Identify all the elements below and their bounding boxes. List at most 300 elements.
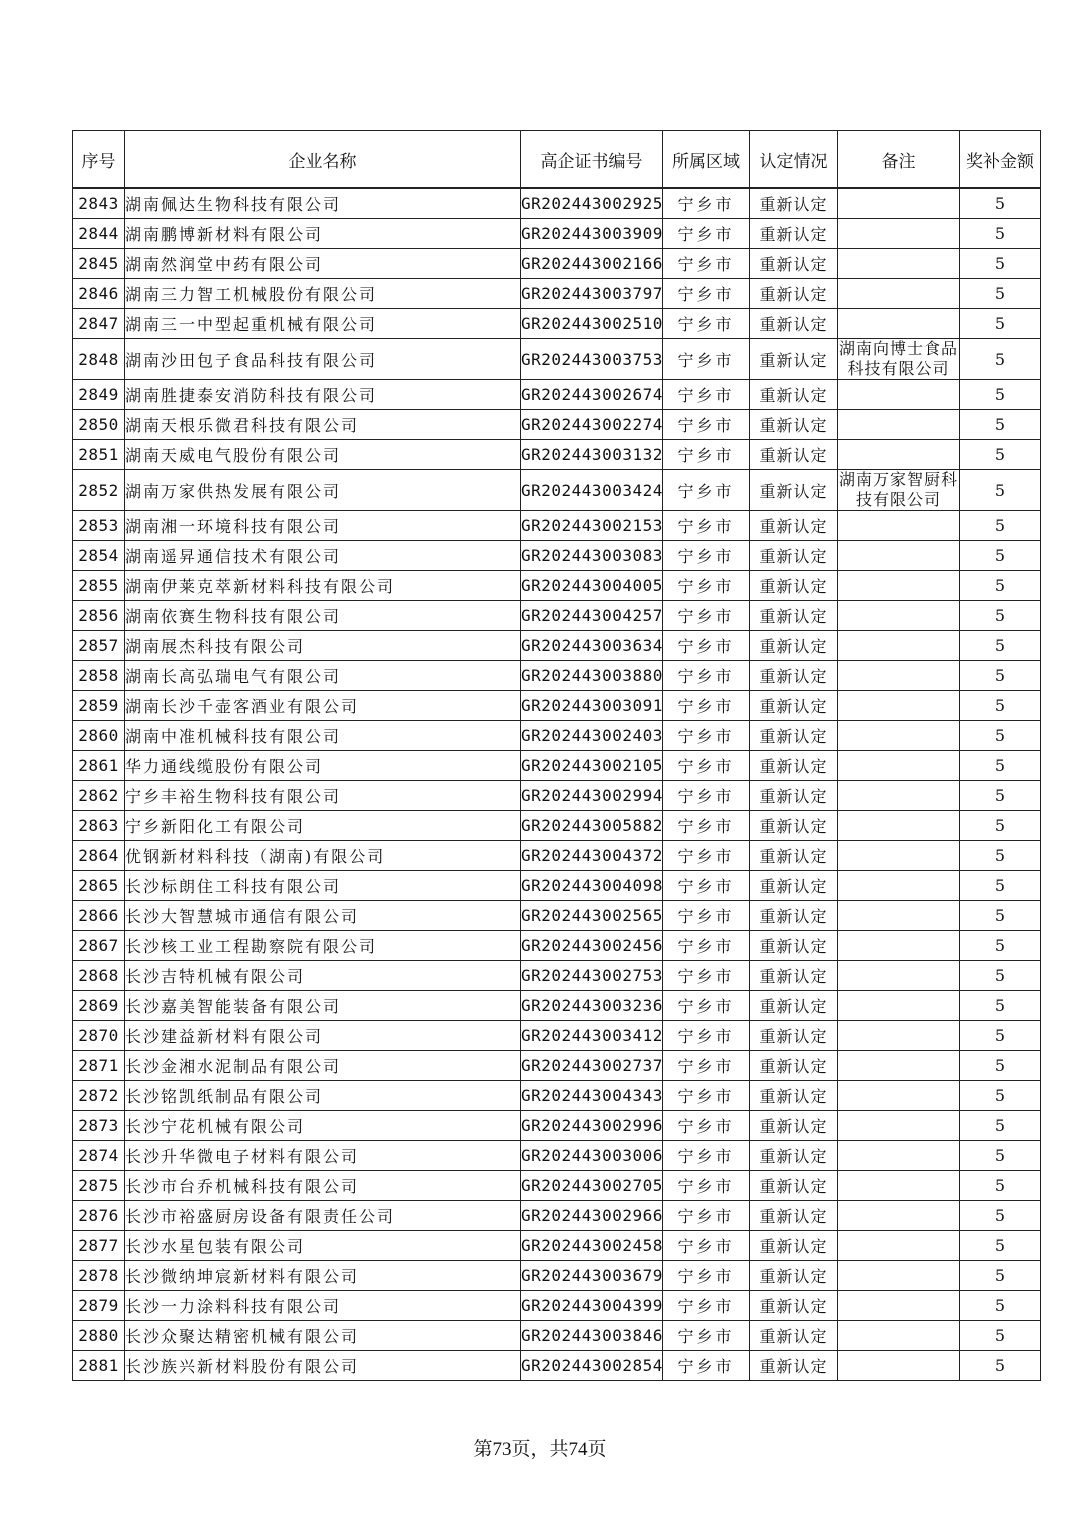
row-cert-number: GR202443002854	[521, 1351, 663, 1381]
row-company-name: 湖南然润堂中药有限公司	[125, 249, 521, 279]
row-status: 重新认定	[750, 1021, 838, 1051]
row-company-name: 长沙升华微电子材料有限公司	[125, 1141, 521, 1171]
table-row	[73, 1291, 1041, 1321]
row-note	[838, 1231, 960, 1261]
row-status: 重新认定	[750, 571, 838, 601]
row-note	[838, 931, 960, 961]
row-status: 重新认定	[750, 1051, 838, 1081]
row-amount: 5	[960, 279, 1041, 309]
row-seq: 2859	[73, 691, 125, 721]
row-note	[838, 631, 960, 661]
row-amount: 5	[960, 601, 1041, 631]
row-note	[838, 309, 960, 339]
row-cert-number: GR202443003083	[521, 541, 663, 571]
row-note	[838, 871, 960, 901]
page-number-footer: 第73页，共74页	[473, 1439, 607, 1460]
row-cert-number: GR202443002274	[521, 410, 663, 440]
row-company-name: 湖南遥昇通信技术有限公司	[125, 541, 521, 571]
row-seq: 2853	[73, 511, 125, 541]
row-cert-number: GR202443002705	[521, 1171, 663, 1201]
row-cert-number: GR202443002994	[521, 781, 663, 811]
row-region: 宁乡市	[663, 751, 750, 781]
row-region: 宁乡市	[663, 249, 750, 279]
row-status: 重新认定	[750, 1291, 838, 1321]
table-row	[73, 661, 1041, 691]
table-row	[73, 1171, 1041, 1201]
row-seq: 2875	[73, 1171, 125, 1201]
table-row	[73, 511, 1041, 541]
row-status: 重新认定	[750, 1111, 838, 1141]
row-region: 宁乡市	[663, 631, 750, 661]
table-row	[73, 1351, 1041, 1381]
row-company-name: 长沙水星包装有限公司	[125, 1231, 521, 1261]
row-note	[838, 279, 960, 309]
row-cert-number: GR202443002925	[521, 188, 663, 219]
row-seq: 2879	[73, 1291, 125, 1321]
row-amount: 5	[960, 339, 1041, 380]
row-note	[838, 811, 960, 841]
table-row	[73, 470, 1041, 511]
row-company-name: 宁乡新阳化工有限公司	[125, 811, 521, 841]
table-row	[73, 339, 1041, 380]
row-company-name: 湖南展杰科技有限公司	[125, 631, 521, 661]
row-cert-number: GR202443002456	[521, 931, 663, 961]
row-region: 宁乡市	[663, 691, 750, 721]
row-company-name: 长沙铭凯纸制品有限公司	[125, 1081, 521, 1111]
row-cert-number: GR202443003424	[521, 470, 663, 511]
row-region: 宁乡市	[663, 931, 750, 961]
row-cert-number: GR202443003753	[521, 339, 663, 380]
row-company-name: 湖南长沙千壶客酒业有限公司	[125, 691, 521, 721]
row-amount: 5	[960, 1351, 1041, 1381]
row-company-name: 长沙大智慧城市通信有限公司	[125, 901, 521, 931]
row-cert-number: GR202443002996	[521, 1111, 663, 1141]
row-region: 宁乡市	[663, 661, 750, 691]
row-company-name: 湖南依赛生物科技有限公司	[125, 601, 521, 631]
row-note	[838, 1201, 960, 1231]
row-seq: 2845	[73, 249, 125, 279]
row-note	[838, 691, 960, 721]
row-region: 宁乡市	[663, 1141, 750, 1171]
table-row	[73, 991, 1041, 1021]
row-status: 重新认定	[750, 1081, 838, 1111]
row-amount: 5	[960, 541, 1041, 571]
row-region: 宁乡市	[663, 871, 750, 901]
table-row	[73, 249, 1041, 279]
row-region: 宁乡市	[663, 541, 750, 571]
row-status: 重新认定	[750, 219, 838, 249]
row-note	[838, 901, 960, 931]
row-amount: 5	[960, 1231, 1041, 1261]
table-row	[73, 961, 1041, 991]
row-amount: 5	[960, 1051, 1041, 1081]
table-row	[73, 410, 1041, 440]
table-row	[73, 440, 1041, 470]
row-company-name: 湖南中准机械科技有限公司	[125, 721, 521, 751]
row-seq: 2870	[73, 1021, 125, 1051]
row-seq: 2849	[73, 380, 125, 410]
row-seq: 2874	[73, 1141, 125, 1171]
row-amount: 5	[960, 1081, 1041, 1111]
row-note	[838, 601, 960, 631]
row-note	[838, 1291, 960, 1321]
row-note	[838, 1351, 960, 1381]
row-company-name: 长沙一力涂料科技有限公司	[125, 1291, 521, 1321]
row-company-name: 长沙市裕盛厨房设备有限责任公司	[125, 1201, 521, 1231]
row-amount: 5	[960, 961, 1041, 991]
row-seq: 2865	[73, 871, 125, 901]
row-status: 重新认定	[750, 721, 838, 751]
row-region: 宁乡市	[663, 1171, 750, 1201]
table-row	[73, 1231, 1041, 1261]
row-seq: 2881	[73, 1351, 125, 1381]
row-region: 宁乡市	[663, 470, 750, 511]
row-amount: 5	[960, 871, 1041, 901]
row-region: 宁乡市	[663, 961, 750, 991]
table-row	[73, 1021, 1041, 1051]
table-row	[73, 1201, 1041, 1231]
row-region: 宁乡市	[663, 1321, 750, 1351]
row-status: 重新认定	[750, 601, 838, 631]
row-cert-number: GR202443002565	[521, 901, 663, 931]
row-company-name: 湖南沙田包子食品科技有限公司	[125, 339, 521, 380]
row-seq: 2855	[73, 571, 125, 601]
row-region: 宁乡市	[663, 1351, 750, 1381]
row-note	[838, 249, 960, 279]
header-company-name: 企业名称	[125, 131, 521, 189]
row-cert-number: GR202443003412	[521, 1021, 663, 1051]
row-seq: 2843	[73, 188, 125, 219]
row-note	[838, 841, 960, 871]
row-cert-number: GR202443004098	[521, 871, 663, 901]
row-amount: 5	[960, 571, 1041, 601]
row-cert-number: GR202443004399	[521, 1291, 663, 1321]
row-seq: 2860	[73, 721, 125, 751]
row-company-name: 长沙众聚达精密机械有限公司	[125, 1321, 521, 1351]
row-status: 重新认定	[750, 811, 838, 841]
row-status: 重新认定	[750, 751, 838, 781]
row-note	[838, 961, 960, 991]
table-body	[73, 188, 1041, 1381]
row-status: 重新认定	[750, 470, 838, 511]
row-region: 宁乡市	[663, 1231, 750, 1261]
row-region: 宁乡市	[663, 380, 750, 410]
row-company-name: 华力通线缆股份有限公司	[125, 751, 521, 781]
table-row	[73, 841, 1041, 871]
row-note	[838, 1261, 960, 1291]
row-seq: 2863	[73, 811, 125, 841]
header-region: 所属区域	[663, 131, 750, 189]
company-table	[72, 130, 1041, 1381]
row-status: 重新认定	[750, 1261, 838, 1291]
row-company-name: 长沙金湘水泥制品有限公司	[125, 1051, 521, 1081]
row-seq: 2850	[73, 410, 125, 440]
row-region: 宁乡市	[663, 1201, 750, 1231]
row-region: 宁乡市	[663, 1291, 750, 1321]
row-amount: 5	[960, 309, 1041, 339]
row-note	[838, 1141, 960, 1171]
row-company-name: 湖南长高弘瑞电气有限公司	[125, 661, 521, 691]
row-company-name: 湖南湘一环境科技有限公司	[125, 511, 521, 541]
row-amount: 5	[960, 410, 1041, 440]
row-region: 宁乡市	[663, 1051, 750, 1081]
row-region: 宁乡市	[663, 1111, 750, 1141]
row-region: 宁乡市	[663, 188, 750, 219]
row-status: 重新认定	[750, 691, 838, 721]
row-status: 重新认定	[750, 188, 838, 219]
row-status: 重新认定	[750, 871, 838, 901]
row-company-name: 宁乡丰裕生物科技有限公司	[125, 781, 521, 811]
table-row	[73, 781, 1041, 811]
row-seq: 2848	[73, 339, 125, 380]
row-seq: 2862	[73, 781, 125, 811]
row-cert-number: GR202443003634	[521, 631, 663, 661]
row-amount: 5	[960, 751, 1041, 781]
row-status: 重新认定	[750, 1171, 838, 1201]
row-note: 湖南向博士食品科技有限公司	[838, 339, 958, 378]
row-status: 重新认定	[750, 1321, 838, 1351]
row-region: 宁乡市	[663, 1081, 750, 1111]
row-region: 宁乡市	[663, 410, 750, 440]
row-cert-number: GR202443003132	[521, 440, 663, 470]
row-status: 重新认定	[750, 541, 838, 571]
row-amount: 5	[960, 188, 1041, 219]
row-amount: 5	[960, 991, 1041, 1021]
row-cert-number: GR202443002166	[521, 249, 663, 279]
row-company-name: 长沙宁花机械有限公司	[125, 1111, 521, 1141]
row-seq: 2858	[73, 661, 125, 691]
row-region: 宁乡市	[663, 901, 750, 931]
row-cert-number: GR202443002153	[521, 511, 663, 541]
row-company-name: 湖南三力智工机械股份有限公司	[125, 279, 521, 309]
row-cert-number: GR202443003797	[521, 279, 663, 309]
table-row	[73, 219, 1041, 249]
table-row	[73, 811, 1041, 841]
table-row	[73, 721, 1041, 751]
row-status: 重新认定	[750, 1141, 838, 1171]
row-company-name: 湖南鹏博新材料有限公司	[125, 219, 521, 249]
row-seq: 2878	[73, 1261, 125, 1291]
row-status: 重新认定	[750, 961, 838, 991]
row-amount: 5	[960, 1141, 1041, 1171]
row-status: 重新认定	[750, 931, 838, 961]
table-row	[73, 279, 1041, 309]
row-status: 重新认定	[750, 279, 838, 309]
row-cert-number: GR202443003006	[521, 1141, 663, 1171]
row-note	[838, 380, 960, 410]
table-row	[73, 571, 1041, 601]
row-company-name: 长沙建益新材料有限公司	[125, 1021, 521, 1051]
row-seq: 2871	[73, 1051, 125, 1081]
row-status: 重新认定	[750, 339, 838, 380]
row-region: 宁乡市	[663, 440, 750, 470]
row-amount: 5	[960, 721, 1041, 751]
row-status: 重新认定	[750, 309, 838, 339]
row-company-name: 优钢新材料科技（湖南)有限公司	[125, 841, 521, 871]
row-status: 重新认定	[750, 380, 838, 410]
row-amount: 5	[960, 1321, 1041, 1351]
row-cert-number: GR202443002674	[521, 380, 663, 410]
row-note	[838, 781, 960, 811]
row-amount: 5	[960, 811, 1041, 841]
row-company-name: 湖南万家供热发展有限公司	[125, 470, 521, 511]
row-seq: 2856	[73, 601, 125, 631]
row-region: 宁乡市	[663, 721, 750, 751]
row-amount: 5	[960, 1171, 1041, 1201]
row-amount: 5	[960, 1201, 1041, 1231]
row-cert-number: GR202443002510	[521, 309, 663, 339]
row-note	[838, 1321, 960, 1351]
row-note	[838, 188, 960, 219]
row-company-name: 长沙市台乔机械科技有限公司	[125, 1171, 521, 1201]
row-seq: 2847	[73, 309, 125, 339]
row-status: 重新认定	[750, 1231, 838, 1261]
row-note	[838, 410, 960, 440]
table-row	[73, 1051, 1041, 1081]
header-cert-number: 高企证书编号	[521, 131, 663, 189]
table-row	[73, 1141, 1041, 1171]
row-company-name: 长沙标朗住工科技有限公司	[125, 871, 521, 901]
table-row	[73, 380, 1041, 410]
row-status: 重新认定	[750, 410, 838, 440]
row-seq: 2877	[73, 1231, 125, 1261]
row-seq: 2851	[73, 440, 125, 470]
table-row	[73, 1111, 1041, 1141]
row-seq: 2873	[73, 1111, 125, 1141]
table-row	[73, 931, 1041, 961]
row-cert-number: GR202443003091	[521, 691, 663, 721]
row-amount: 5	[960, 901, 1041, 931]
table-row	[73, 601, 1041, 631]
row-cert-number: GR202443005882	[521, 811, 663, 841]
row-note	[838, 661, 960, 691]
row-cert-number: GR202443002966	[521, 1201, 663, 1231]
row-cert-number: GR202443003236	[521, 991, 663, 1021]
row-note	[838, 1111, 960, 1141]
row-company-name: 湖南佩达生物科技有限公司	[125, 188, 521, 219]
row-note	[838, 751, 960, 781]
row-cert-number: GR202443004005	[521, 571, 663, 601]
row-cert-number: GR202443002105	[521, 751, 663, 781]
row-company-name: 湖南天威电气股份有限公司	[125, 440, 521, 470]
row-amount: 5	[960, 470, 1041, 511]
row-region: 宁乡市	[663, 781, 750, 811]
row-status: 重新认定	[750, 249, 838, 279]
row-note	[838, 1051, 960, 1081]
table-row	[73, 309, 1041, 339]
row-cert-number: GR202443002753	[521, 961, 663, 991]
row-seq: 2869	[73, 991, 125, 1021]
row-note	[838, 991, 960, 1021]
row-region: 宁乡市	[663, 279, 750, 309]
row-company-name: 湖南天根乐微君科技有限公司	[125, 410, 521, 440]
row-status: 重新认定	[750, 1201, 838, 1231]
row-region: 宁乡市	[663, 511, 750, 541]
row-region: 宁乡市	[663, 811, 750, 841]
row-amount: 5	[960, 781, 1041, 811]
row-note	[838, 1081, 960, 1111]
row-amount: 5	[960, 1021, 1041, 1051]
row-note: 湖南万家智厨科技有限公司	[838, 470, 958, 509]
row-amount: 5	[960, 841, 1041, 871]
table-header-row	[73, 131, 1041, 189]
table-row	[73, 751, 1041, 781]
row-status: 重新认定	[750, 661, 838, 691]
row-region: 宁乡市	[663, 339, 750, 380]
row-status: 重新认定	[750, 440, 838, 470]
header-status: 认定情况	[750, 131, 838, 189]
table-row	[73, 541, 1041, 571]
row-amount: 5	[960, 219, 1041, 249]
row-amount: 5	[960, 631, 1041, 661]
table-row	[73, 631, 1041, 661]
row-amount: 5	[960, 440, 1041, 470]
row-status: 重新认定	[750, 841, 838, 871]
row-cert-number: GR202443003909	[521, 219, 663, 249]
table-row	[73, 901, 1041, 931]
row-cert-number: GR202443004257	[521, 601, 663, 631]
row-cert-number: GR202443002458	[521, 1231, 663, 1261]
row-region: 宁乡市	[663, 571, 750, 601]
row-company-name: 长沙微纳坤宸新材料有限公司	[125, 1261, 521, 1291]
row-amount: 5	[960, 380, 1041, 410]
row-amount: 5	[960, 1111, 1041, 1141]
row-seq: 2844	[73, 219, 125, 249]
row-region: 宁乡市	[663, 1021, 750, 1051]
row-note	[838, 440, 960, 470]
table-row	[73, 871, 1041, 901]
row-seq: 2852	[73, 470, 125, 511]
table-row	[73, 691, 1041, 721]
row-amount: 5	[960, 511, 1041, 541]
table-row	[73, 1081, 1041, 1111]
row-region: 宁乡市	[663, 309, 750, 339]
row-seq: 2868	[73, 961, 125, 991]
row-region: 宁乡市	[663, 991, 750, 1021]
row-cert-number: GR202443003679	[521, 1261, 663, 1291]
row-region: 宁乡市	[663, 601, 750, 631]
row-note	[838, 571, 960, 601]
row-seq: 2857	[73, 631, 125, 661]
row-note	[838, 511, 960, 541]
row-status: 重新认定	[750, 1351, 838, 1381]
row-company-name: 长沙核工业工程勘察院有限公司	[125, 931, 521, 961]
table-row	[73, 1321, 1041, 1351]
row-amount: 5	[960, 661, 1041, 691]
row-status: 重新认定	[750, 511, 838, 541]
row-status: 重新认定	[750, 781, 838, 811]
row-status: 重新认定	[750, 991, 838, 1021]
row-amount: 5	[960, 931, 1041, 961]
row-cert-number: GR202443003846	[521, 1321, 663, 1351]
row-seq: 2861	[73, 751, 125, 781]
row-cert-number: GR202443002737	[521, 1051, 663, 1081]
row-company-name: 长沙族兴新材料股份有限公司	[125, 1351, 521, 1381]
row-status: 重新认定	[750, 901, 838, 931]
row-seq: 2864	[73, 841, 125, 871]
row-seq: 2866	[73, 901, 125, 931]
row-seq: 2876	[73, 1201, 125, 1231]
row-cert-number: GR202443004372	[521, 841, 663, 871]
row-company-name: 长沙吉特机械有限公司	[125, 961, 521, 991]
row-region: 宁乡市	[663, 219, 750, 249]
row-status: 重新认定	[750, 631, 838, 661]
row-region: 宁乡市	[663, 841, 750, 871]
row-seq: 2880	[73, 1321, 125, 1351]
row-note	[838, 541, 960, 571]
row-company-name: 湖南三一中型起重机械有限公司	[125, 309, 521, 339]
row-seq: 2867	[73, 931, 125, 961]
